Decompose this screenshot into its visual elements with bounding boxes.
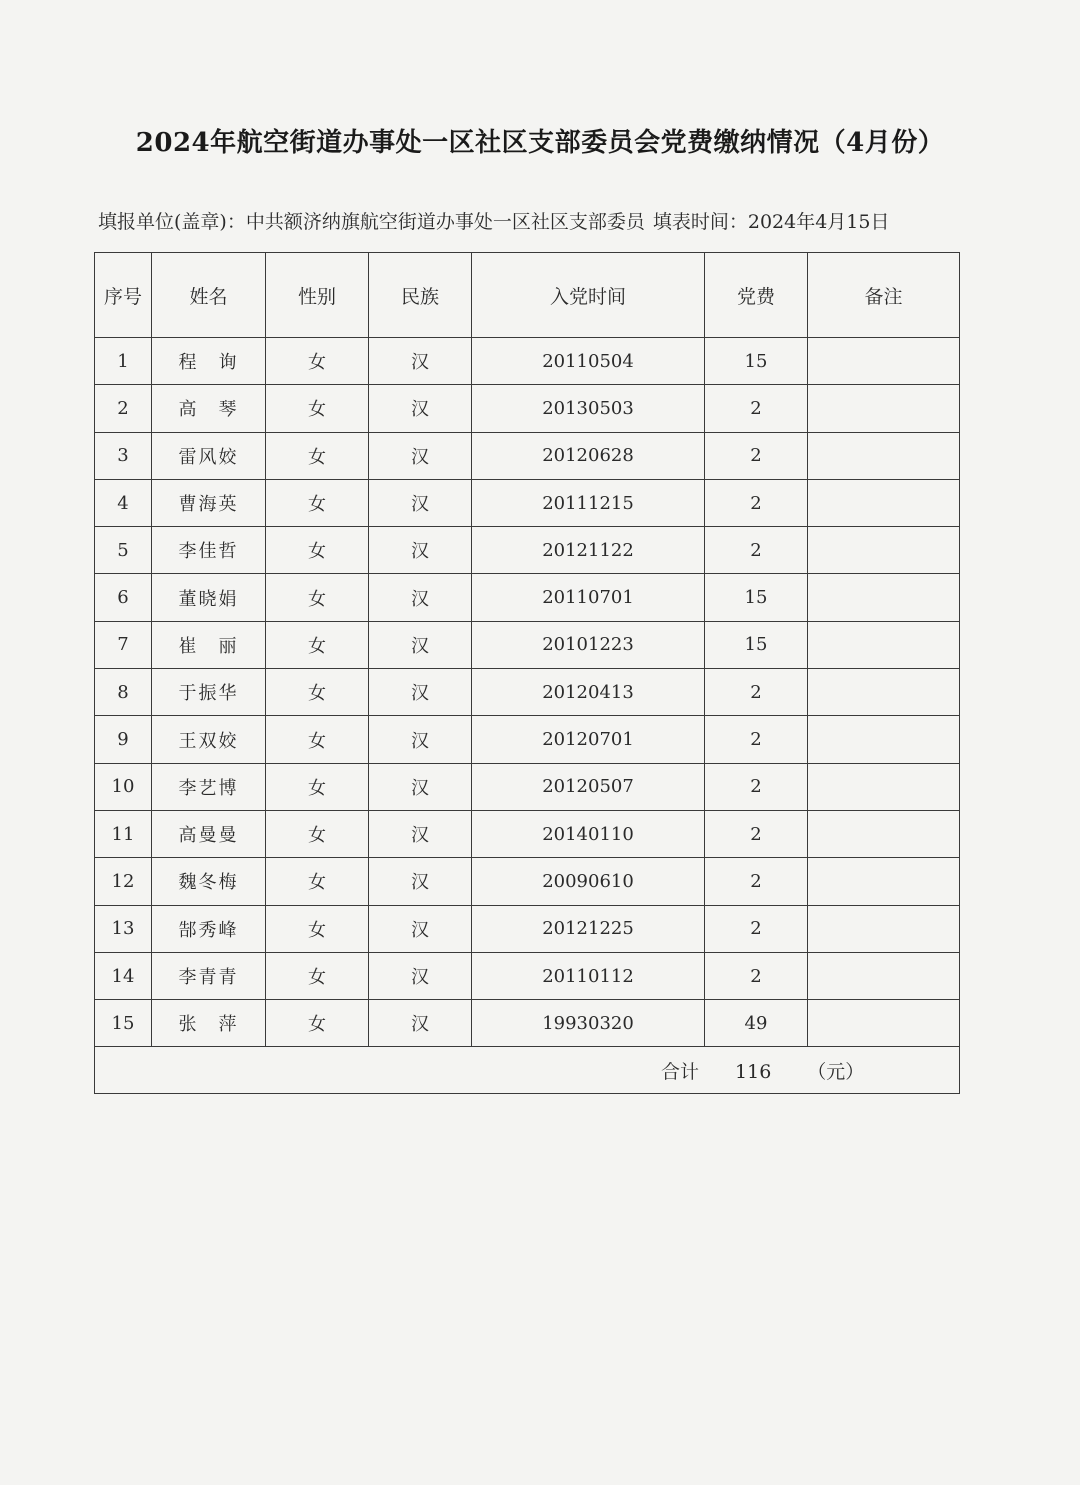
total-row xyxy=(95,1047,960,1094)
cell-fee: 2 xyxy=(705,669,808,716)
cell-name: 高曼曼 xyxy=(152,810,266,857)
cell-ethnicity: 汉 xyxy=(369,1000,472,1047)
cell-ethnicity: 汉 xyxy=(369,621,472,668)
cell-name: 郜秀峰 xyxy=(152,905,266,952)
cell-name: 崔 丽 xyxy=(152,621,266,668)
cell-gender: 女 xyxy=(266,479,369,526)
table-header-row xyxy=(95,253,960,338)
cell-remark xyxy=(808,716,960,763)
cell-remark xyxy=(808,432,960,479)
cell-gender: 女 xyxy=(266,858,369,905)
cell-name: 李艺博 xyxy=(152,763,266,810)
table-row xyxy=(95,432,960,479)
cell-join-date: 20110112 xyxy=(472,952,705,999)
cell-join-date: 20130503 xyxy=(472,385,705,432)
cell-name: 于振华 xyxy=(152,669,266,716)
table-row xyxy=(95,669,960,716)
cell-gender: 女 xyxy=(266,810,369,857)
header-gender: 性别 xyxy=(266,253,369,338)
cell-fee: 2 xyxy=(705,905,808,952)
cell-name: 董晓娟 xyxy=(152,574,266,621)
cell-ethnicity: 汉 xyxy=(369,810,472,857)
table-row xyxy=(95,763,960,810)
cell-join-date: 20140110 xyxy=(472,810,705,857)
cell-ethnicity: 汉 xyxy=(369,858,472,905)
total-unit: （元） xyxy=(807,1060,865,1083)
cell-join-date: 20110504 xyxy=(472,338,705,385)
cell-ethnicity: 汉 xyxy=(369,432,472,479)
table-row xyxy=(95,810,960,857)
cell-name: 曹海英 xyxy=(152,479,266,526)
fill-info xyxy=(98,207,978,234)
cell-index: 3 xyxy=(95,432,152,479)
table-row xyxy=(95,905,960,952)
cell-remark xyxy=(808,905,960,952)
table-row xyxy=(95,527,960,574)
cell-fee: 15 xyxy=(705,574,808,621)
cell-fee: 2 xyxy=(705,527,808,574)
fill-time-label: 填表时间： xyxy=(652,211,748,233)
cell-remark xyxy=(808,479,960,526)
cell-gender: 女 xyxy=(266,338,369,385)
cell-ethnicity: 汉 xyxy=(369,527,472,574)
cell-name: 高 琴 xyxy=(152,385,266,432)
cell-name: 李青青 xyxy=(152,952,266,999)
cell-fee: 15 xyxy=(705,338,808,385)
cell-index: 9 xyxy=(95,716,152,763)
cell-fee: 2 xyxy=(705,952,808,999)
cell-index: 12 xyxy=(95,858,152,905)
header-name: 姓名 xyxy=(152,253,266,338)
cell-ethnicity: 汉 xyxy=(369,905,472,952)
cell-gender: 女 xyxy=(266,621,369,668)
cell-index: 10 xyxy=(95,763,152,810)
page-title: 2024年航空街道办事处一区社区支部委员会党费缴纳情况（4月份） xyxy=(135,128,945,158)
cell-index: 6 xyxy=(95,574,152,621)
cell-index: 1 xyxy=(95,338,152,385)
cell-gender: 女 xyxy=(266,432,369,479)
cell-fee: 2 xyxy=(705,716,808,763)
cell-remark xyxy=(808,1000,960,1047)
cell-index: 8 xyxy=(95,669,152,716)
cell-ethnicity: 汉 xyxy=(369,669,472,716)
cell-remark xyxy=(808,385,960,432)
cell-index: 14 xyxy=(95,952,152,999)
table-row xyxy=(95,952,960,999)
cell-join-date: 20090610 xyxy=(472,858,705,905)
cell-join-date: 19930320 xyxy=(472,1000,705,1047)
party-fee-table xyxy=(94,252,960,1094)
cell-join-date: 20111215 xyxy=(472,479,705,526)
table-row xyxy=(95,716,960,763)
cell-gender: 女 xyxy=(266,716,369,763)
table-row xyxy=(95,385,960,432)
header-index: 序号 xyxy=(95,253,152,338)
fill-unit-label: 填报单位(盖章)： xyxy=(98,211,246,233)
cell-join-date: 20101223 xyxy=(472,621,705,668)
cell-gender: 女 xyxy=(266,952,369,999)
table-row xyxy=(95,479,960,526)
cell-join-date: 20121122 xyxy=(472,527,705,574)
cell-name: 王双姣 xyxy=(152,716,266,763)
cell-fee: 2 xyxy=(705,763,808,810)
cell-join-date: 20110701 xyxy=(472,574,705,621)
cell-ethnicity: 汉 xyxy=(369,479,472,526)
cell-index: 15 xyxy=(95,1000,152,1047)
table-row xyxy=(95,621,960,668)
total-cell xyxy=(95,1047,960,1094)
cell-fee: 49 xyxy=(705,1000,808,1047)
cell-gender: 女 xyxy=(266,669,369,716)
fill-unit-value: 中共额济纳旗航空街道办事处一区社区支部委员 xyxy=(245,211,645,233)
cell-index: 13 xyxy=(95,905,152,952)
cell-name: 李佳哲 xyxy=(152,527,266,574)
cell-name: 雷风姣 xyxy=(152,432,266,479)
cell-index: 5 xyxy=(95,527,152,574)
cell-gender: 女 xyxy=(266,385,369,432)
table-row xyxy=(95,574,960,621)
cell-remark xyxy=(808,763,960,810)
cell-join-date: 20120413 xyxy=(472,669,705,716)
cell-index: 2 xyxy=(95,385,152,432)
cell-gender: 女 xyxy=(266,574,369,621)
cell-join-date: 20121225 xyxy=(472,905,705,952)
cell-name: 程 询 xyxy=(152,338,266,385)
cell-remark xyxy=(808,952,960,999)
cell-remark xyxy=(808,574,960,621)
cell-fee: 2 xyxy=(705,858,808,905)
table-row xyxy=(95,338,960,385)
cell-remark xyxy=(808,338,960,385)
total-value: 116 xyxy=(735,1060,772,1083)
header-remark: 备注 xyxy=(808,253,960,338)
cell-remark xyxy=(808,621,960,668)
header-fee: 党费 xyxy=(705,253,808,338)
cell-remark xyxy=(808,810,960,857)
cell-gender: 女 xyxy=(266,1000,369,1047)
cell-ethnicity: 汉 xyxy=(369,952,472,999)
header-join-date: 入党时间 xyxy=(472,253,705,338)
table-row xyxy=(95,1000,960,1047)
cell-fee: 2 xyxy=(705,479,808,526)
cell-fee: 2 xyxy=(705,810,808,857)
cell-join-date: 20120507 xyxy=(472,763,705,810)
cell-ethnicity: 汉 xyxy=(369,385,472,432)
cell-index: 11 xyxy=(95,810,152,857)
cell-name: 张 萍 xyxy=(152,1000,266,1047)
total-label: 合计 xyxy=(661,1060,700,1083)
cell-ethnicity: 汉 xyxy=(369,763,472,810)
cell-gender: 女 xyxy=(266,763,369,810)
cell-remark xyxy=(808,527,960,574)
cell-fee: 2 xyxy=(705,385,808,432)
cell-remark xyxy=(808,669,960,716)
cell-ethnicity: 汉 xyxy=(369,716,472,763)
cell-fee: 2 xyxy=(705,432,808,479)
cell-ethnicity: 汉 xyxy=(369,574,472,621)
cell-remark xyxy=(808,858,960,905)
cell-index: 4 xyxy=(95,479,152,526)
cell-join-date: 20120628 xyxy=(472,432,705,479)
cell-name: 魏冬梅 xyxy=(152,858,266,905)
cell-ethnicity: 汉 xyxy=(369,338,472,385)
cell-gender: 女 xyxy=(266,905,369,952)
cell-join-date: 20120701 xyxy=(472,716,705,763)
cell-fee: 15 xyxy=(705,621,808,668)
header-ethnicity: 民族 xyxy=(369,253,472,338)
cell-index: 7 xyxy=(95,621,152,668)
cell-gender: 女 xyxy=(266,527,369,574)
table-row xyxy=(95,858,960,905)
fill-time-value: 2024年4月15日 xyxy=(747,211,890,233)
